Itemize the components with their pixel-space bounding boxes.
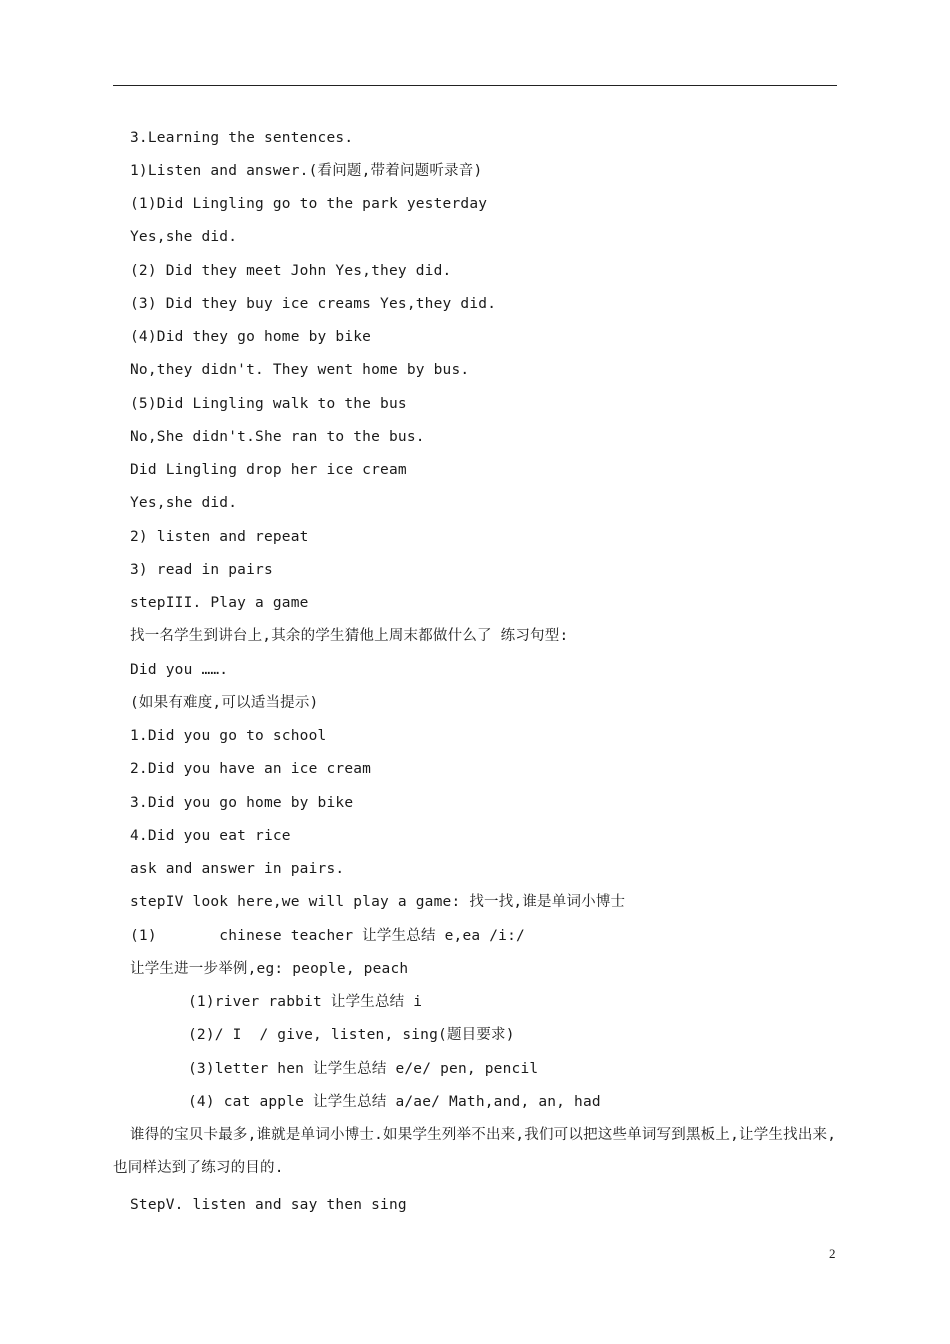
text-line: No,they didn't. They went home by bus. (130, 362, 470, 378)
text-line: 3) read in pairs (130, 562, 273, 578)
text-line: No,She didn't.She ran to the bus. (130, 429, 425, 445)
text-line: 让学生进一步举例,eg: people, peach (130, 961, 409, 977)
page-number: 2 (829, 1246, 836, 1261)
text-line: 找一名学生到讲台上,其余的学生猜他上周末都做什么了 练习句型: (130, 628, 569, 644)
text-line: ask and answer in pairs. (130, 861, 345, 877)
text-line: 1)Listen and answer.(看问题,带着问题听录音) (130, 163, 483, 179)
text-line: (1) chinese teacher 让学生总结 e,ea /i:/ (130, 928, 525, 944)
text-line: StepV. listen and say then sing (130, 1197, 407, 1213)
text-line: (2) Did they meet John Yes,they did. (130, 263, 452, 279)
text-line: Yes,she did. (130, 495, 238, 511)
text-line: 3.Learning the sentences. (130, 130, 354, 146)
header-rule (113, 85, 837, 86)
text-line: Did you ……. (130, 662, 229, 678)
text-line: Yes,she did. (130, 229, 238, 245)
indented-line: (3)letter hen 让学生总结 e/e/ pen, pencil (188, 1061, 539, 1077)
text-line: (4)Did they go home by bike (130, 329, 372, 345)
text-line: 2.Did you have an ice cream (130, 761, 372, 777)
text-line: 2) listen and repeat (130, 529, 309, 545)
text-line: 4.Did you eat rice (130, 828, 291, 844)
text-line: (3) Did they buy ice creams Yes,they did. (130, 296, 497, 312)
indented-line: (4) cat apple 让学生总结 a/ae/ Math,and, an, had (188, 1094, 601, 1110)
indented-line: (1)river rabbit 让学生总结 i (188, 994, 423, 1010)
text-line: stepIII. Play a game (130, 595, 309, 611)
text-line: 3.Did you go home by bike (130, 795, 354, 811)
text-line: (1)Did Lingling go to the park yesterday (130, 196, 488, 212)
text-line: stepIV look here,we will play a game: 找一找,谁是单词小博士 (130, 894, 626, 910)
text-line: (如果有难度,可以适当提示) (130, 695, 319, 711)
text-line: (5)Did Lingling walk to the bus (130, 396, 407, 412)
text-line: Did Lingling drop her ice cream (130, 462, 407, 478)
text-line: 1.Did you go to school (130, 728, 327, 744)
summary-paragraph: 谁得的宝贝卡最多,谁就是单词小博士.如果学生列举不出来,我们可以把这些单词写到黑板上,让学生找出来,也同样达到了练习的目的. (113, 1127, 837, 1176)
indented-line: (2)/ I / give, listen, sing(题目要求) (188, 1027, 515, 1043)
